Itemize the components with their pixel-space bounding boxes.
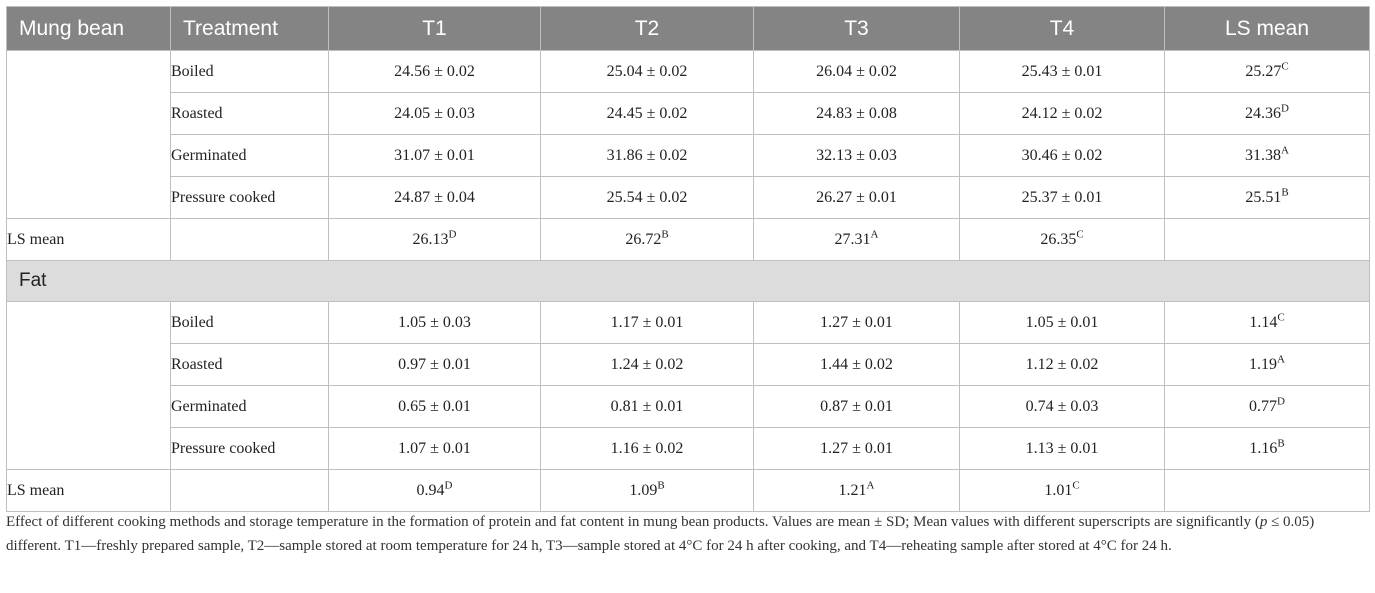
value-cell: 1.27 ± 0.01 <box>754 302 960 344</box>
superscript: D <box>1277 395 1285 408</box>
caption-text: Effect of different cooking methods and storage temperature in the formation of protein and fat content in mung bean products. Values are mean ± SD; Mean values with different superscripts are significantly ( <box>6 514 1260 530</box>
value-cell: 30.46 ± 0.02 <box>960 135 1165 177</box>
ls-mean-cell <box>1165 177 1370 219</box>
ls-mean-cell <box>329 470 541 512</box>
header-t4: T4 <box>960 7 1165 51</box>
value-cell: 0.97 ± 0.01 <box>329 344 541 386</box>
value-cell: 0.65 ± 0.01 <box>329 386 541 428</box>
superscript: A <box>866 479 875 492</box>
superscript: B <box>1281 186 1289 199</box>
ls-mean-cell <box>1165 386 1370 428</box>
value-cell: 1.17 ± 0.01 <box>541 302 754 344</box>
ls-mean-label: LS mean <box>7 470 171 512</box>
value-cell: 1.13 ± 0.01 <box>960 428 1165 470</box>
value-cell: 31.86 ± 0.02 <box>541 135 754 177</box>
value-cell: 25.43 ± 0.01 <box>960 51 1165 93</box>
value-cell: 0.87 ± 0.01 <box>754 386 960 428</box>
ls-mean-cell <box>754 470 960 512</box>
value-cell: 1.07 ± 0.01 <box>329 428 541 470</box>
ls-mean-value: 24.36 <box>1245 104 1282 122</box>
ls-mean-value: 0.94 <box>416 481 445 499</box>
table-row <box>7 177 1370 219</box>
ls-mean-value: 31.38 <box>1245 146 1282 164</box>
ls-mean-cell <box>1165 344 1370 386</box>
value-cell: 25.37 ± 0.01 <box>960 177 1165 219</box>
ls-mean-cell <box>1165 93 1370 135</box>
ls-mean-value: 0.77 <box>1249 397 1278 415</box>
header-ls-mean: LS mean <box>1165 7 1370 51</box>
results-table <box>6 6 1370 512</box>
value-cell: 32.13 ± 0.03 <box>754 135 960 177</box>
ls-mean-cell <box>541 470 754 512</box>
superscript: A <box>870 228 879 241</box>
value-cell: 1.24 ± 0.02 <box>541 344 754 386</box>
group-cell <box>7 51 171 219</box>
superscript: C <box>1277 311 1285 324</box>
value-cell: 0.81 ± 0.01 <box>541 386 754 428</box>
value-cell: 24.87 ± 0.04 <box>329 177 541 219</box>
header-t2: T2 <box>541 7 754 51</box>
ls-mean-value: 25.27 <box>1245 62 1282 80</box>
table-caption <box>6 510 1369 558</box>
superscript: B <box>661 228 669 241</box>
ls-mean-cell <box>960 219 1165 261</box>
ls-mean-value: 1.01 <box>1044 481 1073 499</box>
ls-mean-value: 27.31 <box>834 230 871 248</box>
ls-mean-value: 1.14 <box>1249 313 1278 331</box>
value-cell: 25.54 ± 0.02 <box>541 177 754 219</box>
superscript: D <box>1281 102 1289 115</box>
treatment-cell: Germinated <box>171 135 329 177</box>
header-t3: T3 <box>754 7 960 51</box>
ls-mean-cell <box>1165 302 1370 344</box>
ls-mean-value: 26.35 <box>1040 230 1077 248</box>
ls-mean-label: LS mean <box>7 219 171 261</box>
ls-mean-cell <box>1165 51 1370 93</box>
ls-mean-value: 1.16 <box>1249 439 1278 457</box>
treatment-cell: Pressure cooked <box>171 428 329 470</box>
header-mung-bean: Mung bean <box>7 7 171 51</box>
empty-cell <box>1165 219 1370 261</box>
header-t1: T1 <box>329 7 541 51</box>
section-title: Fat <box>7 261 1370 302</box>
ls-mean-cell <box>754 219 960 261</box>
treatment-cell: Boiled <box>171 51 329 93</box>
ls-mean-value: 1.09 <box>629 481 658 499</box>
value-cell: 24.83 ± 0.08 <box>754 93 960 135</box>
header-treatment: Treatment <box>171 7 329 51</box>
treatment-cell: Roasted <box>171 344 329 386</box>
superscript: D <box>448 228 457 241</box>
superscript: A <box>1277 353 1285 366</box>
value-cell: 24.12 ± 0.02 <box>960 93 1165 135</box>
table-row <box>7 386 1370 428</box>
superscript: A <box>1281 144 1289 157</box>
ls-mean-value: 26.13 <box>412 230 449 248</box>
empty-cell <box>1165 470 1370 512</box>
ls-mean-cell <box>960 470 1165 512</box>
treatment-cell: Germinated <box>171 386 329 428</box>
treatment-cell: Pressure cooked <box>171 177 329 219</box>
value-cell: 0.74 ± 0.03 <box>960 386 1165 428</box>
superscript: B <box>1277 437 1285 450</box>
table-row <box>7 93 1370 135</box>
ls-mean-row <box>7 470 1370 512</box>
table-row <box>7 51 1370 93</box>
value-cell: 1.16 ± 0.02 <box>541 428 754 470</box>
value-cell: 25.04 ± 0.02 <box>541 51 754 93</box>
value-cell: 1.27 ± 0.01 <box>754 428 960 470</box>
superscript: C <box>1281 60 1289 73</box>
section-row-fat <box>7 261 1370 302</box>
value-cell: 31.07 ± 0.01 <box>329 135 541 177</box>
table-row <box>7 302 1370 344</box>
ls-mean-cell <box>541 219 754 261</box>
ls-mean-value: 1.21 <box>838 481 867 499</box>
value-cell: 26.04 ± 0.02 <box>754 51 960 93</box>
value-cell: 26.27 ± 0.01 <box>754 177 960 219</box>
caption-p-symbol: p <box>1259 514 1268 530</box>
value-cell: 24.05 ± 0.03 <box>329 93 541 135</box>
ls-mean-cell <box>329 219 541 261</box>
empty-cell <box>171 219 329 261</box>
treatment-cell: Roasted <box>171 93 329 135</box>
value-cell: 1.05 ± 0.03 <box>329 302 541 344</box>
group-cell <box>7 302 171 470</box>
empty-cell <box>171 470 329 512</box>
value-cell: 1.05 ± 0.01 <box>960 302 1165 344</box>
ls-mean-row <box>7 219 1370 261</box>
value-cell: 24.45 ± 0.02 <box>541 93 754 135</box>
value-cell: 1.12 ± 0.02 <box>960 344 1165 386</box>
ls-mean-cell <box>1165 428 1370 470</box>
ls-mean-value: 25.51 <box>1245 188 1282 206</box>
table-row <box>7 344 1370 386</box>
ls-mean-cell <box>1165 135 1370 177</box>
ls-mean-value: 26.72 <box>625 230 662 248</box>
superscript: C <box>1076 228 1084 241</box>
value-cell: 24.56 ± 0.02 <box>329 51 541 93</box>
superscript: B <box>657 479 665 492</box>
ls-mean-value: 1.19 <box>1249 355 1278 373</box>
header-row <box>7 7 1370 51</box>
superscript: D <box>444 479 453 492</box>
value-cell: 1.44 ± 0.02 <box>754 344 960 386</box>
table-row <box>7 135 1370 177</box>
caption-text: ≤ 0.05) different. T1—freshly prepared sample, T2—sample stored at room temperature for 24 h, T3—sample stored at 4°C for 24 h after cooking, and T4—reheating sample after stored at 4°C for 24 h. <box>6 514 1315 554</box>
table-row <box>7 428 1370 470</box>
treatment-cell: Boiled <box>171 302 329 344</box>
superscript: C <box>1072 479 1080 492</box>
